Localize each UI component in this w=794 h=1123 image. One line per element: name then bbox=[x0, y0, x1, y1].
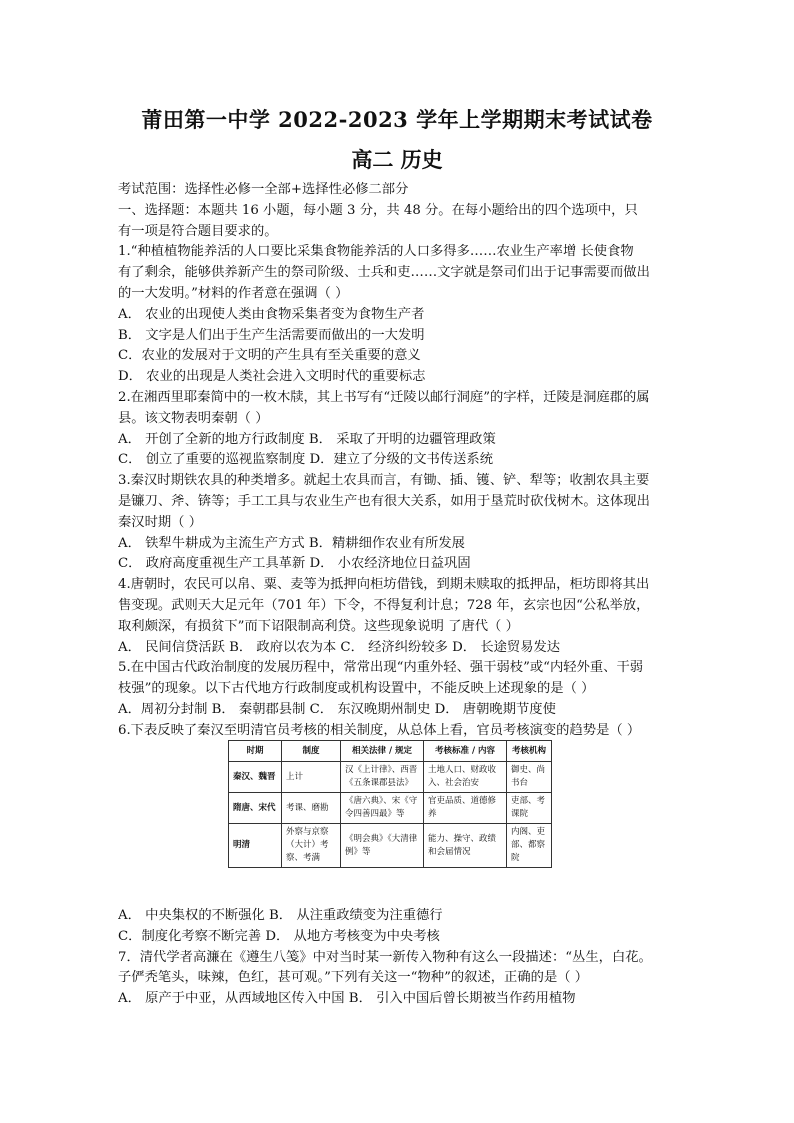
table-row bbox=[229, 762, 552, 793]
text-line: 4.唐朝时，农民可以帛、粟、麦等为抵押向柜坊借钱，到期未赎取的抵押品，柜坊即将其出 bbox=[118, 577, 650, 593]
table-cell: 官吏品质、道德修养 bbox=[424, 793, 507, 824]
table-cell: 上计 bbox=[282, 762, 341, 793]
header-cell: 相关法律 / 规定 bbox=[341, 741, 424, 762]
text-line: 枝强”的现象。以下古代地方行政制度或机构设置中，不能反映上述现象的是（ ） bbox=[118, 681, 595, 697]
text-line: 一、选择题：本题共 16 小题，每小题 3 分，共 48 分。在每小题给出的四个选项中，只 bbox=[118, 202, 638, 218]
text-line: C．农业的发展对于文明的产生具有至关重要的意义 bbox=[118, 348, 421, 364]
text-line: A． 原产于中亚，从西域地区传入中国 B． 引入中国后曾长期被当作药用植物 bbox=[118, 991, 576, 1007]
text-line: 的一大发明。”材料的作者意在强调（ ） bbox=[118, 285, 349, 301]
question-text-block-continued bbox=[118, 906, 678, 1010]
table-cell: 内阁、吏部、都察院 bbox=[507, 824, 552, 868]
text-line: 考试范围：选择性必修一全部+选择性必修二部分 bbox=[118, 182, 409, 197]
text-line: C． 创立了重要的巡视监察制度 D．建立了分级的文书传送系统 bbox=[118, 452, 494, 468]
table-cell: 明清 bbox=[229, 824, 282, 868]
text-line: B． 文字是人们出于生产生活需要而做出的一大发明 bbox=[118, 327, 425, 343]
exam-title: 莆田第一中学 2022-2023 学年上学期期末考试试卷 bbox=[141, 107, 653, 132]
table-cell: 吏部、考课院 bbox=[507, 793, 552, 824]
header-cell: 制度 bbox=[282, 741, 341, 762]
question-text-block bbox=[118, 180, 678, 742]
table-cell: 外察与京察（大计）考察、考满 bbox=[282, 824, 341, 868]
header-cell: 时期 bbox=[229, 741, 282, 762]
table-cell: 汉《上计律》、西晋《五条课郡县法》 bbox=[341, 762, 424, 793]
text-line: 取利颇深，有损贫下”而下诏限制高利贷。这些现象说明 了唐代（ ） bbox=[118, 618, 519, 634]
text-line: 秦汉时期（ ） bbox=[118, 514, 203, 530]
exam-subtitle: 高二 历史 bbox=[351, 147, 443, 172]
text-line: A． 农业的出现使人类由食物采集者变为食物生产者 bbox=[118, 306, 425, 322]
assessment-table bbox=[228, 740, 552, 868]
text-line: 售变现。武则天大足元年（701 年）下令，不得复利计息；728 年，玄宗也因“公私举放， bbox=[118, 597, 650, 613]
text-line: 1.“种植植物能养活的人口要比采集食物能养活的人口多得多……农业生产率增 长使食物 bbox=[118, 244, 634, 260]
table-cell: 隋唐、宋代 bbox=[229, 793, 282, 824]
text-line: A．周初分封制 B． 秦朝郡县制 C． 东汉晚期州制史 D． 唐朝晚期节度使 bbox=[118, 701, 556, 717]
table-cell: 能力、操守、政绩和会届情况 bbox=[424, 824, 507, 868]
text-line: 县。该文物表明秦朝（ ） bbox=[118, 410, 269, 426]
table-cell: 《唐六典》、宋《守令四善四最》等 bbox=[341, 793, 424, 824]
text-line: 5.在中国古代政治制度的发展历程中，常常出现“内重外轻、强干弱枝”或“内轻外重、干弱 bbox=[118, 660, 644, 676]
text-line: 是镰刀、斧、锛等；手工工具与农业生产也有很大关系，如用于垦荒时砍伐树木。这体现出 bbox=[118, 493, 650, 509]
text-line: 7．清代学者高濂在《遵生八笺》中对当时某一新传入物种有这么一段描述：“丛生，白花。 bbox=[118, 949, 652, 965]
table-cell: 秦汉、魏晋 bbox=[229, 762, 282, 793]
text-line: 子俨秃笔头，味辣，色红，甚可观。”下列有关这一“物种”的叙述，正确的是（ ） bbox=[118, 970, 589, 986]
text-line: A． 中央集权的不断强化 B． 从注重政绩变为注重德行 bbox=[118, 908, 443, 923]
table-cell: 《明会典》《大清律例》等 bbox=[341, 824, 424, 868]
text-line: A． 开创了全新的地方行政制度 B． 采取了开明的边疆管理政策 bbox=[118, 431, 496, 447]
text-line: 6.下表反映了秦汉至明清官员考核的相关制度，从总体上看，官员考核演变的趋势是（ ） bbox=[118, 722, 641, 738]
table-cell: 御史、尚书台 bbox=[507, 762, 552, 793]
text-line: C．制度化考察不断完善 D． 从地方考核变为中央考核 bbox=[118, 928, 440, 944]
table-row bbox=[229, 793, 552, 824]
header-cell: 考核标准 / 内容 bbox=[424, 741, 507, 762]
text-line: 3.秦汉时期铁农具的种类增多。就起土农具而言，有锄、插、镬、铲、犁等；收割农具主要 bbox=[118, 473, 650, 489]
text-line: A． 铁犁牛耕成为主流生产方式 B．精耕细作农业有所发展 bbox=[118, 535, 465, 551]
text-line: D． 农业的出现是人类社会进入文明时代的重要标志 bbox=[118, 369, 426, 385]
text-line: 有一项是符合题目要求的。 bbox=[118, 223, 278, 239]
text-line: C． 政府高度重视生产工具革新 D． 小农经济地位日益巩固 bbox=[118, 556, 471, 572]
text-line: 2.在湘西里耶秦简中的一枚木牍，其上书写有“迁陵以邮行洞庭”的字样，迁陵是洞庭郡的属 bbox=[118, 389, 650, 405]
table-header-row bbox=[229, 741, 552, 762]
header-cell: 考核机构 bbox=[507, 741, 552, 762]
table-cell: 土地人口、财政收入、社会治安 bbox=[424, 762, 507, 793]
table-cell: 考课、磨勘 bbox=[282, 793, 341, 824]
table-row bbox=[229, 824, 552, 868]
text-line: A． 民间信贷活跃 B． 政府以农为本 C． 经济纠纷较多 D． 长途贸易发达 bbox=[118, 639, 561, 655]
text-line: 有了剩余，能够供养新产生的祭司阶级、士兵和吏……文字就是祭司们出于记事需要而做出 bbox=[118, 265, 650, 281]
